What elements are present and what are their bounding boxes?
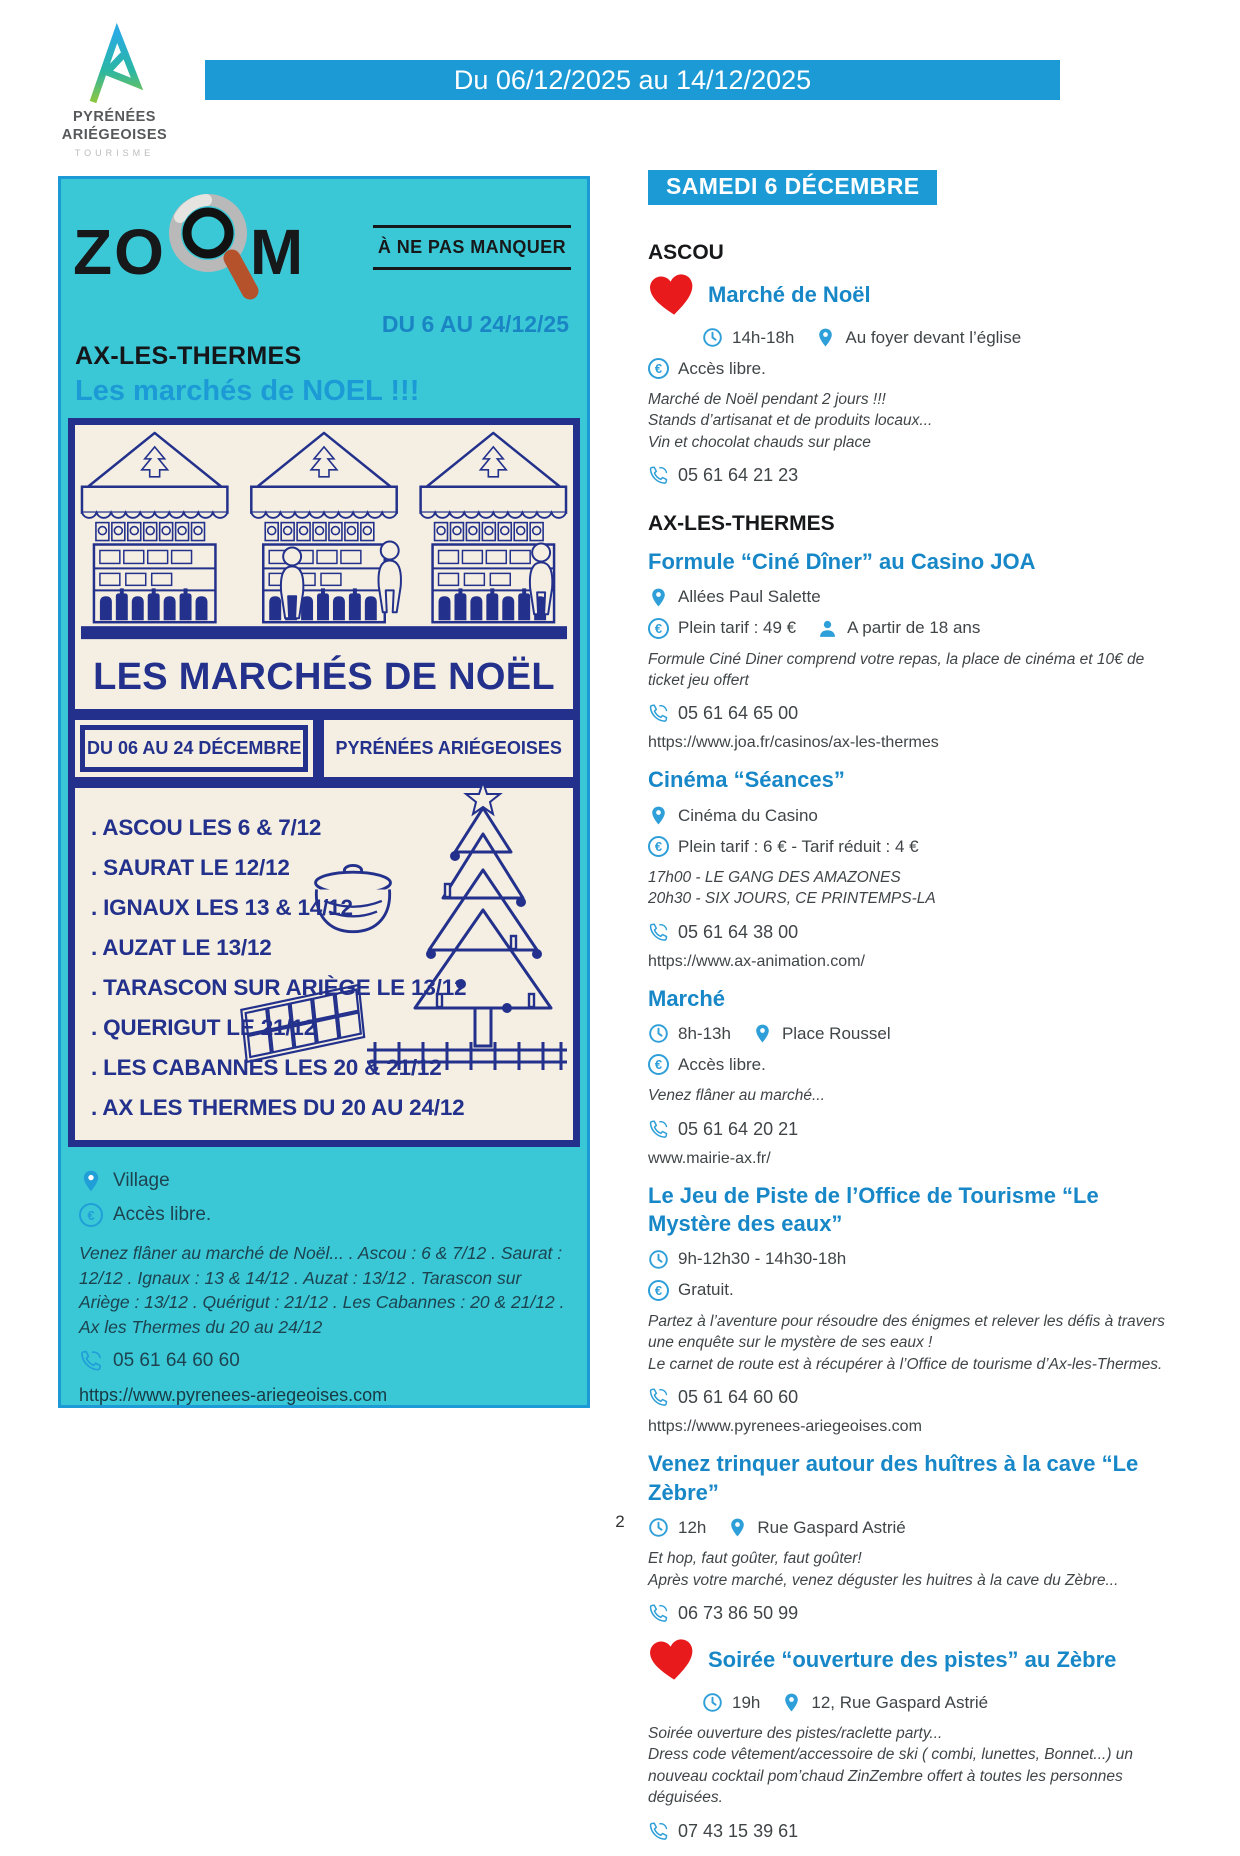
euro-icon: € xyxy=(648,1280,669,1301)
clock-icon xyxy=(702,1692,723,1713)
poster-title: LES MARCHÉS DE NOËL xyxy=(93,656,555,699)
event-description: Venez flâner au marché... xyxy=(648,1087,825,1105)
phone-row[interactable] xyxy=(648,703,1182,724)
poster-date-line: . AX LES THERMES DU 20 AU 24/12 xyxy=(91,1095,465,1121)
clock-icon xyxy=(702,327,723,348)
heart-icon xyxy=(648,273,696,317)
meta-text: 9h-12h30 - 14h30-18h xyxy=(678,1249,847,1269)
event-block xyxy=(648,766,1182,970)
event-description: Et hop, faut goûter, faut goûter! Après votre marché, venez déguster les huitres à la cave du Zèbre... xyxy=(648,1550,1119,1589)
meta-text: 12h xyxy=(678,1517,707,1537)
event-url[interactable]: www.mairie-ax.fr/ xyxy=(648,1149,771,1167)
event-block xyxy=(648,1182,1182,1436)
pyrenees-ariegeoises-logo xyxy=(52,26,177,158)
clock-icon xyxy=(648,1249,669,1270)
phone-row[interactable] xyxy=(648,922,1182,943)
meta-text: Cinéma du Casino xyxy=(678,805,818,825)
venue-label: Village xyxy=(113,1170,170,1192)
panel-date-range: DU 6 AU 24/12/25 xyxy=(381,311,569,337)
phone-icon xyxy=(648,1821,669,1842)
person-icon xyxy=(817,618,838,639)
phone-number: 05 61 64 60 60 xyxy=(678,1387,799,1408)
meta-text: Place Roussel xyxy=(781,1023,891,1043)
phone-number: 05 61 64 21 23 xyxy=(678,465,799,486)
meta-text: Accès libre. xyxy=(678,1054,766,1074)
event-block xyxy=(648,241,1182,486)
event-title: Marché xyxy=(648,985,726,1011)
poster-date-line: . IGNAUX LES 13 & 14/12 xyxy=(91,895,353,921)
euro-icon: € xyxy=(648,358,669,379)
phone-number: 07 43 15 39 61 xyxy=(678,1820,799,1841)
poster-date-line: . QUERIGUT LE 21/12 xyxy=(91,1015,317,1041)
meta-text: Rue Gaspard Astrié xyxy=(757,1517,906,1537)
poster-dates-zone xyxy=(75,788,573,1140)
meta-text: A partir de 18 ans xyxy=(847,618,981,638)
logo-text-line1: PYRÉNÉES xyxy=(73,109,156,125)
panel-city: AX-LES-THERMES xyxy=(75,342,302,370)
event-meta-row xyxy=(702,327,1182,348)
event-meta-row xyxy=(648,1054,1182,1075)
meta-text: Allées Paul Salette xyxy=(678,587,821,607)
poster-dates-list xyxy=(91,808,567,1128)
panel-subtitle: Les marchés de NOEL !!! xyxy=(75,375,420,407)
event-description: Formule Ciné Diner comprend votre repas, la place de cinéma et 10€ de ticket jeu offert xyxy=(648,650,1145,690)
event-title-row xyxy=(648,273,1182,317)
event-meta-row xyxy=(702,1692,1182,1713)
phone-number: 05 61 64 20 21 xyxy=(678,1118,799,1139)
meta-text: 14h-18h xyxy=(732,327,795,347)
events-list xyxy=(648,241,1182,1842)
phone-icon xyxy=(648,922,669,943)
euro-icon: € xyxy=(79,1203,103,1227)
christmas-market-poster xyxy=(68,418,580,1147)
day-header: SAMEDI 6 DÉCEMBRE xyxy=(648,170,937,205)
event-title: Venez trinquer autour des huîtres à la cave “Le Zèbre” xyxy=(648,1451,1139,1505)
event-url[interactable]: https://www.pyrenees-ariegeoises.com xyxy=(648,1418,922,1436)
phone-row[interactable] xyxy=(648,1603,1182,1624)
phone-number: 05 61 64 38 00 xyxy=(678,921,799,942)
panel-details xyxy=(61,1147,587,1406)
heart-icon xyxy=(648,1638,696,1682)
price-row xyxy=(79,1203,569,1227)
euro-icon: € xyxy=(648,836,669,857)
date-range-banner: Du 06/12/2025 au 14/12/2025 xyxy=(205,60,1060,100)
location-pin-icon xyxy=(648,805,669,826)
event-title: Soirée “ouverture des pistes” au Zèbre xyxy=(708,1646,1117,1672)
event-block xyxy=(648,985,1182,1168)
poster-date-box: DU 06 AU 24 DÉCEMBRE xyxy=(80,725,308,772)
event-block xyxy=(648,1638,1182,1842)
meta-text: Plein tarif : 6 € - Tarif réduit : 4 € xyxy=(678,836,919,856)
event-description: 17h00 - LE GANG DES AMAZONES 20h30 - SIX JOURS, CE PRINTEMPS-LA xyxy=(648,869,936,908)
poster-date-line: . LES CABANNES LES 20 & 21/12 xyxy=(91,1055,442,1081)
location-pin-icon xyxy=(79,1169,103,1193)
location-pin-icon xyxy=(648,587,669,608)
event-description: Soirée ouverture des pistes/raclette party... Dress code vêtement/accessoire de ski ( combi, lunettes, Bonnet...) un nouveau cocktail pom’chaud ZinZembre offert à toutes les personnes déguisées. xyxy=(648,1725,1134,1807)
event-title: Marché de Noël xyxy=(708,281,871,307)
event-description: Marché de Noël pendant 2 jours !!! Stands d’artisanat et de produits locaux... Vin et chocolat chauds sur place xyxy=(648,391,933,451)
phone-number: 05 61 64 65 00 xyxy=(678,703,799,724)
poster-info-boxes xyxy=(75,709,573,788)
panel-url[interactable]: https://www.pyrenees-ariegeoises.com xyxy=(79,1385,388,1406)
events-column xyxy=(648,170,1182,1856)
phone-icon xyxy=(648,703,669,724)
phone-row[interactable] xyxy=(648,465,1182,486)
location-pin-icon xyxy=(781,1692,802,1713)
page-number: 2 xyxy=(615,1512,625,1531)
event-title-row xyxy=(648,1638,1182,1682)
event-title: Formule “Ciné Dîner” au Casino JOA xyxy=(648,549,1036,575)
meta-text: Accès libre. xyxy=(678,358,766,378)
zoom-wordmark-right: M xyxy=(249,216,306,288)
phone-row[interactable] xyxy=(648,1821,1182,1842)
poster-date-line: . ASCOU LES 6 & 7/12 xyxy=(91,815,322,841)
zoom-header xyxy=(61,179,587,311)
event-meta-row xyxy=(648,618,1182,639)
event-block xyxy=(648,1450,1182,1624)
zoom-wordmark-left: ZO xyxy=(73,216,166,288)
zoom-highlight-panel xyxy=(58,176,590,1408)
meta-text: 19h xyxy=(732,1692,761,1712)
logo-text-line3: TOURISME xyxy=(74,148,155,159)
panel-description: Venez flâner au marché de Noël... . Ascou : 6 & 7/12 . Saurat : 12/12 . Ignaux : 13 & 14/12 . Auzat : 13/12 . Tarascon sur Ariège : 13/12 . Quérigut : 21/12 . Les Cabannes : 20 & 21/12 . Ax les Thermes du 20 au 24/12 xyxy=(79,1243,565,1337)
event-meta-row xyxy=(648,587,1182,608)
zoom-wordmark xyxy=(73,193,305,311)
event-meta-row xyxy=(648,1249,1182,1270)
city-label: ASCOU xyxy=(648,241,724,264)
phone-icon xyxy=(79,1349,103,1373)
logo-a-mark xyxy=(82,26,148,108)
meta-text: 12, Rue Gaspard Astrié xyxy=(811,1692,989,1712)
event-title: Cinéma “Séances” xyxy=(648,767,845,793)
phone-icon xyxy=(648,1387,669,1408)
event-url[interactable]: https://www.ax-animation.com/ xyxy=(648,952,865,970)
event-meta-row xyxy=(648,1280,1182,1301)
location-pin-icon xyxy=(752,1023,773,1044)
event-meta-row xyxy=(648,805,1182,826)
phone-row[interactable] xyxy=(648,1387,1182,1408)
poster-brand-box: PYRÉNÉES ARIÉGEOISES xyxy=(313,720,573,777)
event-meta-row xyxy=(648,1023,1182,1044)
meta-text: Gratuit. xyxy=(678,1280,734,1300)
phone-row[interactable] xyxy=(79,1349,569,1373)
poster-date-line: . AUZAT LE 13/12 xyxy=(91,935,272,961)
phone-row[interactable] xyxy=(648,1119,1182,1140)
clock-icon xyxy=(648,1023,669,1044)
event-description: Partez à l’aventure pour résoudre des énigmes et relever les défis à travers une enquête sur le mystère de ses eaux ! Le carnet de route est à récupérer à l’Office de tourisme d’Ax-les-Thermes. xyxy=(648,1312,1165,1373)
event-title: Le Jeu de Piste de l’Office de Tourisme “Le Mystère des eaux” xyxy=(648,1182,1099,1237)
event-meta-row xyxy=(648,836,1182,857)
city-label: AX-LES-THERMES xyxy=(648,512,835,536)
poster-date-line: . TARASCON SUR ARIÈGE LE 13/12 xyxy=(91,975,467,1001)
event-url[interactable]: https://www.joa.fr/casinos/ax-les-thermes xyxy=(648,734,939,752)
magnifier-icon xyxy=(162,191,258,309)
meta-text: Plein tarif : 49 € xyxy=(678,618,797,638)
phone-number: 06 73 86 50 99 xyxy=(678,1603,799,1624)
location-pin-icon xyxy=(815,327,836,348)
euro-icon: € xyxy=(648,618,669,639)
event-block xyxy=(648,512,1182,752)
euro-icon: € xyxy=(648,1054,669,1075)
meta-text: Au foyer devant l’église xyxy=(845,327,1022,347)
phone-icon xyxy=(648,1603,669,1624)
phone-number: 05 61 64 60 60 xyxy=(113,1350,240,1372)
phone-icon xyxy=(648,1119,669,1140)
event-meta-row xyxy=(648,358,1182,379)
poster-date-line: . SAURAT LE 12/12 xyxy=(91,855,290,881)
phone-icon xyxy=(648,465,669,486)
price-label: Accès libre. xyxy=(113,1204,212,1226)
logo-text-line2: ARIÉGEOISES xyxy=(61,127,168,144)
venue-row xyxy=(79,1169,569,1193)
market-stalls-illustration xyxy=(75,425,573,644)
meta-text: 8h-13h xyxy=(678,1023,731,1043)
tagline: À NE PAS MANQUER xyxy=(373,225,571,270)
